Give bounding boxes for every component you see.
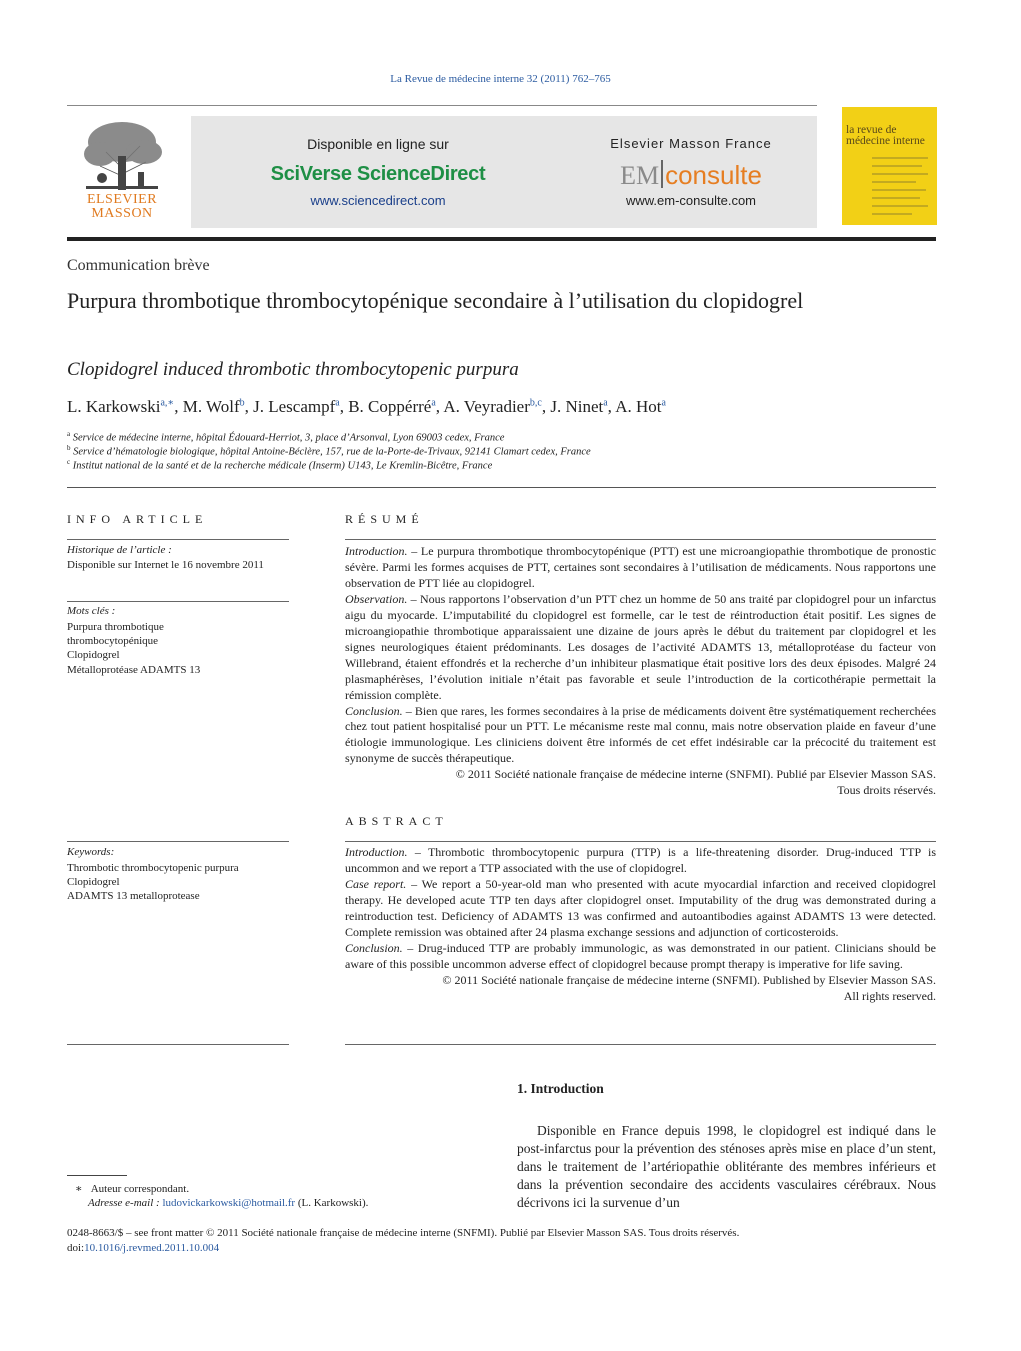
- resume-concl-label: Conclusion.: [345, 703, 403, 718]
- keywords-fr-list: [67, 620, 200, 677]
- keywords-fr-label: Mots clés :: [67, 605, 116, 617]
- author-name[interactable]: J. Ninet: [550, 397, 604, 416]
- resume-obs-label: Observation.: [345, 591, 408, 606]
- footnote-email: [88, 1197, 368, 1209]
- section-heading-introduction: 1. Introduction: [517, 1081, 604, 1096]
- affiliation-rule: [67, 487, 936, 488]
- cover-title: la revue de médecine interne: [846, 124, 925, 147]
- masson-word: MASSON: [91, 206, 153, 221]
- abstract-heading: ABSTRACT: [345, 814, 448, 828]
- author-affiliation-mark[interactable]: a: [335, 397, 340, 409]
- resume-heading: RÉSUMÉ: [345, 512, 424, 526]
- elsevier-word: ELSEVIER: [86, 192, 158, 207]
- author-affiliation-mark[interactable]: b: [239, 397, 245, 409]
- author-name[interactable]: M. Wolf: [182, 397, 240, 416]
- footnote-corresponding-text: Auteur correspondant.: [90, 1183, 190, 1195]
- affiliation-mark: c: [67, 458, 71, 466]
- abstract-intro-label: Introduction.: [345, 845, 408, 859]
- abstract-case-report: [345, 877, 936, 941]
- info-rule: [67, 539, 289, 540]
- author-name[interactable]: L. Karkowski: [67, 397, 161, 416]
- journal-cover-thumbnail[interactable]: [842, 107, 937, 225]
- author-affiliation-mark[interactable]: a: [431, 397, 436, 409]
- cover-line: [872, 173, 928, 175]
- resume-observation: [345, 592, 936, 704]
- doi-label: doi:: [67, 1242, 85, 1254]
- author-affiliation-mark[interactable]: a: [603, 397, 608, 409]
- affiliation-a: [67, 430, 504, 444]
- em-consulte-logo[interactable]: [565, 160, 817, 191]
- keyword: Clopidogrel: [67, 649, 120, 662]
- author-affiliation-mark[interactable]: a: [661, 397, 666, 409]
- elsevier-masson-wordmark: [70, 193, 174, 221]
- affiliation-c: [67, 458, 492, 472]
- author-name[interactable]: J. Lescampf: [253, 397, 336, 416]
- affiliation-b: [67, 444, 591, 458]
- author-list: L. Karkowski$^{a,∗}$, M. Wolf$^b$, J. Lescampf$^a$, B. Coppérré$^a$, A. Veyradier$^{b,c}$, J. Ninet$^a$, A. Hot$^a$: [67, 397, 666, 416]
- abstract-introduction: [345, 845, 936, 877]
- resume-copyright-line: Tous droits réservés.: [837, 783, 936, 798]
- sciencedirect-link[interactable]: www.sciencedirect.com: [310, 193, 446, 208]
- history-text: Disponible sur Internet le 16 novembre 2011: [67, 559, 264, 571]
- publisher-name: Elsevier Masson France: [610, 136, 772, 151]
- abstract-copyright-line: © 2011 Société nationale française de médecine interne (SNFMI). Published by Elsevier Masson SAS.: [442, 972, 936, 987]
- author-name[interactable]: A. Veyradier: [443, 397, 530, 416]
- publisher-banner: [191, 116, 817, 228]
- info-rule: [67, 601, 289, 602]
- abstract-copyright-line: All rights reserved.: [843, 988, 936, 1003]
- resume-intro-text: – Le purpura thrombotique thrombocytopénique (PTT) est une microangiopathie thrombotique de pronostic sévère. Parmi les formes acquises de PTT, certaines sont secondaires à l’utilisation de médicaments. Nous rapportons une observation de PTT liée au clopidogrel.: [345, 544, 936, 590]
- journal-reference[interactable]: La Revue de médecine interne 32 (2011) 762–765: [390, 73, 611, 85]
- cover-line: [872, 189, 926, 191]
- keywords-en-list: [67, 861, 239, 904]
- introduction-paragraph: Disponible en France depuis 1998, le clopidogrel est indiqué dans le post-infarctus pour la prévention des sténoses après mise en place d’un stent, dans le traitement de l’artériopathie oblitérante des membres inférieurs et dans la prévention secondaire des accidents vasculaires cérébraux. Nous décrivons ici la survenue d’un: [517, 1123, 936, 1210]
- resume-copyright-line: © 2011 Société nationale française de médecine interne (SNFMI). Publié par Elsevier Masson SAS.: [455, 767, 936, 782]
- author-affiliation-mark[interactable]: b,c: [529, 397, 542, 409]
- keyword: Clopidogrel: [67, 876, 120, 889]
- footnote-corresponding: [75, 1182, 189, 1195]
- em-consulte-divider: [661, 160, 663, 188]
- em-consulte-em: EM: [620, 161, 660, 190]
- header-rule: [67, 105, 817, 106]
- cover-line: [872, 197, 920, 199]
- resume-conclusion: [345, 704, 936, 768]
- resume-intro-label: Introduction.: [345, 544, 408, 558]
- author-name[interactable]: B. Coppérré: [348, 397, 432, 416]
- article-title-french: Purpura thrombotique thrombocytopénique secondaire à l’utilisation du clopidogrel: [67, 288, 804, 313]
- resume-copyright: [345, 767, 936, 799]
- keyword: Thrombotic thrombocytopenic purpura: [67, 862, 239, 874]
- cover-line: [872, 213, 912, 215]
- abstract-concl-label: Conclusion.: [345, 940, 403, 955]
- affiliation-mark: a: [67, 430, 71, 438]
- resume-concl-text: – Bien que rares, les formes secondaires à la prise de médicaments doivent être systématiquement recherchées chez tout patient hospitalisé pour un PTT. Le mécanisme reste mal connu, mais notre observation plaide en faveur d’une étiologie immunologique. Les cliniciens doivent être informés de cet effet indésirable car la précocité du traitement est synonyme de succès thérapeutique.: [345, 703, 936, 766]
- abstract-case-label: Case report.: [345, 876, 407, 891]
- cover-line: [872, 181, 916, 183]
- issn-line: 0248-8663/$ – see front matter © 2011 Société nationale française de médecine interne (SNFMI). Publié par Elsevier Masson SAS. Tous droits réservés.: [67, 1227, 740, 1239]
- abstract-intro-text: – Thrombotic thrombocytopenic purpura (TTP) is a life-threatening disorder. Drug-induced TTP is uncommon and we report a TTP associated with the use of clopidogrel.: [345, 845, 936, 875]
- author-name[interactable]: A. Hot: [615, 397, 662, 416]
- author-affiliation-mark[interactable]: a,∗: [160, 397, 175, 409]
- affiliation-mark: b: [67, 444, 71, 452]
- doi-line: [67, 1242, 219, 1254]
- info-rule: [67, 1044, 289, 1045]
- header-thick-rule: [67, 237, 936, 241]
- affiliation-text: Service d’hématologie biologique, hôpital Antoine-Béclère, 157, rue de la-Porte-de-Trivaux, 92141 Clamart cedex, France: [73, 446, 591, 458]
- affiliation-text: Service de médecine interne, hôpital Édouard-Herriot, 3, place d’Arsonval, Lyon 69003 cedex, France: [72, 432, 505, 444]
- article-type: Communication brève: [67, 257, 210, 274]
- keyword: thrombocytopénique: [67, 635, 159, 648]
- abstract-end-rule: [345, 1044, 936, 1045]
- abstract-body: [345, 845, 936, 1005]
- abstract-rule: [345, 841, 936, 842]
- resume-obs-text: – Nous rapportons l’observation d’un PTT chez un homme de 50 ans traité par clopidogrel pour un infarctus aigu du myocarde. L’imputabilité du clopidogrel est formelle, car le test de réintroduction était positif. Les signes de microangiopathie thrombotique apparaissaient une dizaine de jours après le début du traitement par clopidogrel et les signes neurologiques étaient prédominants. Les dosages de l’activité ADAMTS 13, métalloprotéase du facteur von Willebrand, étaient effondrés et la recherche d’un inhibiteur plasmatique était positive lors des deux épisodes. Malgré 24 plasmaphérèses, l’évolution initiale n’était pas favorable et seule l’introduction de la corticothérapie permettait la rémission complète.: [345, 591, 936, 702]
- info-rule: [67, 841, 289, 842]
- em-consulte-word: consulte: [665, 160, 762, 190]
- cover-line: [872, 157, 928, 159]
- abstract-copyright: [345, 973, 936, 1005]
- abstract-conclusion: [345, 941, 936, 973]
- email-owner: (L. Karkowski).: [297, 1197, 369, 1209]
- keyword: Métalloprotéase ADAMTS 13: [67, 663, 201, 676]
- cover-line: [872, 165, 922, 167]
- em-consulte-link[interactable]: www.em-consulte.com: [625, 193, 757, 208]
- cover-line: [872, 205, 928, 207]
- footnote-marker: ∗: [75, 1183, 83, 1195]
- footnote-rule: [67, 1175, 127, 1176]
- doi-link[interactable]: 10.1016/j.revmed.2011.10.004: [84, 1242, 220, 1254]
- email-link[interactable]: ludovickarkowski@hotmail.fr: [162, 1197, 296, 1209]
- abstract-case-text: – We report a 50-year-old man who presented with acute myocardial infarction and received clopidogrel therapy. He developed acute TTP ten days after clopidogrel onset. Imputability of the drug was demonstrated during a reintroduction test. Deficiency of ADAMTS 13 was confirmed and autoantibodies against ADAMTS 13 were detected. Complete remission was obtained after 24 plasma exchange sessions and adjunction of corticosteroids.: [345, 876, 936, 939]
- resume-body: [345, 544, 936, 799]
- keyword: ADAMTS 13 metalloprotease: [67, 890, 200, 903]
- affiliation-text: Institut national de la santé et de la recherche médicale (Inserm) U143, Le Kremlin-Bicêtre, France: [72, 460, 493, 472]
- sciverse-sciencedirect-logo[interactable]: SciVerse ScienceDirect: [270, 163, 486, 185]
- keywords-en-label: Keywords:: [67, 846, 115, 858]
- resume-rule: [345, 539, 936, 540]
- abstract-concl-text: – Drug-induced TTP are probably immunologic, as was demonstrated in our patient. Clinicians should be aware of this possible uncommon adverse effect of clopidogrel because prompt therapy is imperative for life saving.: [345, 940, 936, 971]
- resume-introduction: [345, 544, 936, 592]
- email-label: Adresse e-mail :: [88, 1197, 160, 1209]
- available-online-text: Disponible en ligne sur: [307, 136, 449, 152]
- keyword: Purpura thrombotique: [67, 621, 164, 633]
- article-title-english: Clopidogrel induced thrombotic thrombocytopenic purpura: [67, 359, 519, 380]
- history-label: Historique de l’article :: [67, 544, 172, 556]
- info-article-heading: INFO ARTICLE: [67, 512, 208, 526]
